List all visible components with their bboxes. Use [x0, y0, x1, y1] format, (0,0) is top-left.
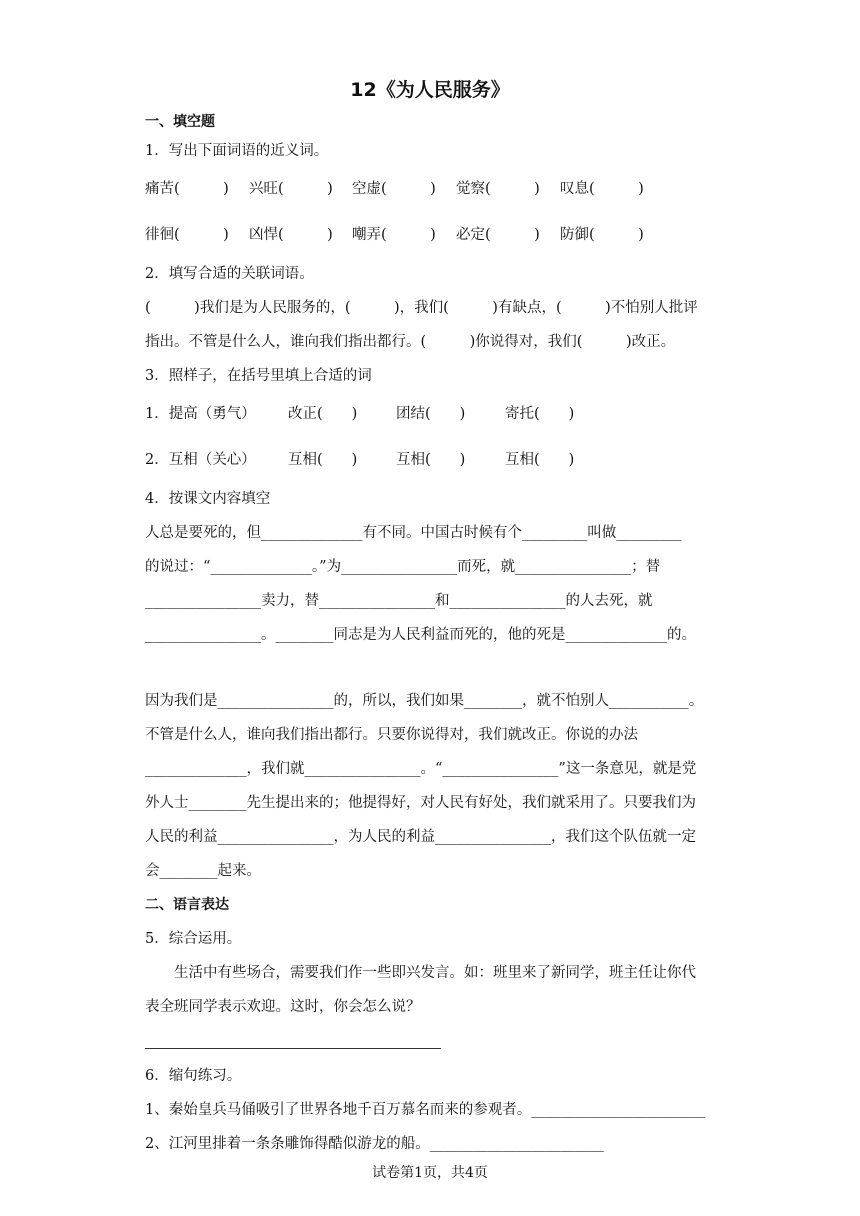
- q2-stem: 2．填写合适的关联词语。: [145, 266, 314, 282]
- q4-p1-line: ________________。________同志是为人民利益而死的，他的死是______________的。: [145, 627, 696, 643]
- q4-p2-line: 因为我们是________________的，所以，我们如果________，就不怕别人___________。: [145, 693, 704, 709]
- q1-item: 嘲弄( ): [352, 227, 436, 243]
- q1-item: 必定( ): [456, 227, 540, 243]
- q4-stem: 4．按课文内容填空: [145, 491, 271, 507]
- q4-p2-line: 不管是什么人，谁向我们指出都行。只要你说得对，我们就改正。你说的办法: [145, 727, 638, 743]
- q2-line: ( )我们是为人民服务的，( )，我们( )有缺点，( )不怕别人批评: [145, 300, 698, 316]
- q5-stem: 5．综合运用。: [145, 931, 242, 947]
- q3-item: 互相( ): [505, 452, 575, 468]
- q3-item: 互相( ): [396, 452, 466, 468]
- q3-stem: 3．照样子，在括号里填上合适的词: [145, 368, 372, 384]
- q4-p1-line: 人总是要死的，但______________有不同。中国古时候有个_________叫做_________: [145, 525, 682, 541]
- section-fill-blank-heading: 一、填空题: [145, 114, 215, 130]
- page-title: 12《为人民服务》: [350, 79, 510, 101]
- q5-answer-line[interactable]: [145, 1048, 441, 1049]
- q3-item: 寄托( ): [505, 406, 575, 422]
- q3-item: 改正( ): [288, 406, 358, 422]
- q1-item: 觉察( ): [456, 181, 540, 197]
- q5-prompt-line: 生活中有些场合，需要我们作一些即兴发言。如：班里来了新同学，班主任让你代: [174, 965, 696, 981]
- q4-p1-line: 的说过：“______________。”为________________而死，就________________；替: [145, 559, 661, 575]
- q6-item: 2、江河里排着一条条雕饰得酷似游龙的船。________________________: [145, 1136, 604, 1152]
- q6-item: 1、秦始皇兵马俑吸引了世界各地千百万慕名而来的参观者。________________________: [145, 1102, 706, 1118]
- q3-example: 2．互相（关心）: [145, 452, 256, 468]
- q1-item: 凶悍( ): [249, 227, 333, 243]
- q2-line: 指出。不管是什么人，谁向我们指出都行。( )你说得对，我们( )改正。: [145, 334, 676, 350]
- q1-item: 叹息( ): [560, 181, 644, 197]
- q1-item: 痛苦( ): [145, 181, 229, 197]
- q6-stem: 6．缩句练习。: [145, 1068, 242, 1084]
- q5-prompt-line: 表全班同学表示欢迎。这时，你会怎么说？: [145, 999, 421, 1015]
- q4-p2-line: 外人士________先生提出来的；他提得好，对人民有好处，我们就采用了。只要我们为: [145, 795, 696, 811]
- q1-item: 防御( ): [560, 227, 644, 243]
- q4-p2-line: 会________起来。: [145, 863, 261, 879]
- q1-item: 兴旺( ): [249, 181, 333, 197]
- q4-p2-line: 人民的利益________________，为人民的利益________________，我们这个队伍就一定: [145, 829, 696, 845]
- q3-item: 互相( ): [288, 452, 358, 468]
- q1-item: 徘徊( ): [145, 227, 229, 243]
- q4-p1-line: ________________卖力，替________________和________________的人去死，就: [145, 593, 653, 609]
- section-language-heading: 二、语言表达: [145, 897, 229, 913]
- q1-stem: 1．写出下面词语的近义词。: [145, 143, 329, 159]
- q1-item: 空虚( ): [352, 181, 436, 197]
- q3-item: 团结( ): [396, 406, 466, 422]
- page-footer: 试卷第1页，共4页: [372, 1165, 488, 1181]
- q3-example: 1．提高（勇气）: [145, 406, 256, 422]
- q4-p2-line: ______________，我们就________________。“________________”这一条意见，就是党: [145, 761, 697, 777]
